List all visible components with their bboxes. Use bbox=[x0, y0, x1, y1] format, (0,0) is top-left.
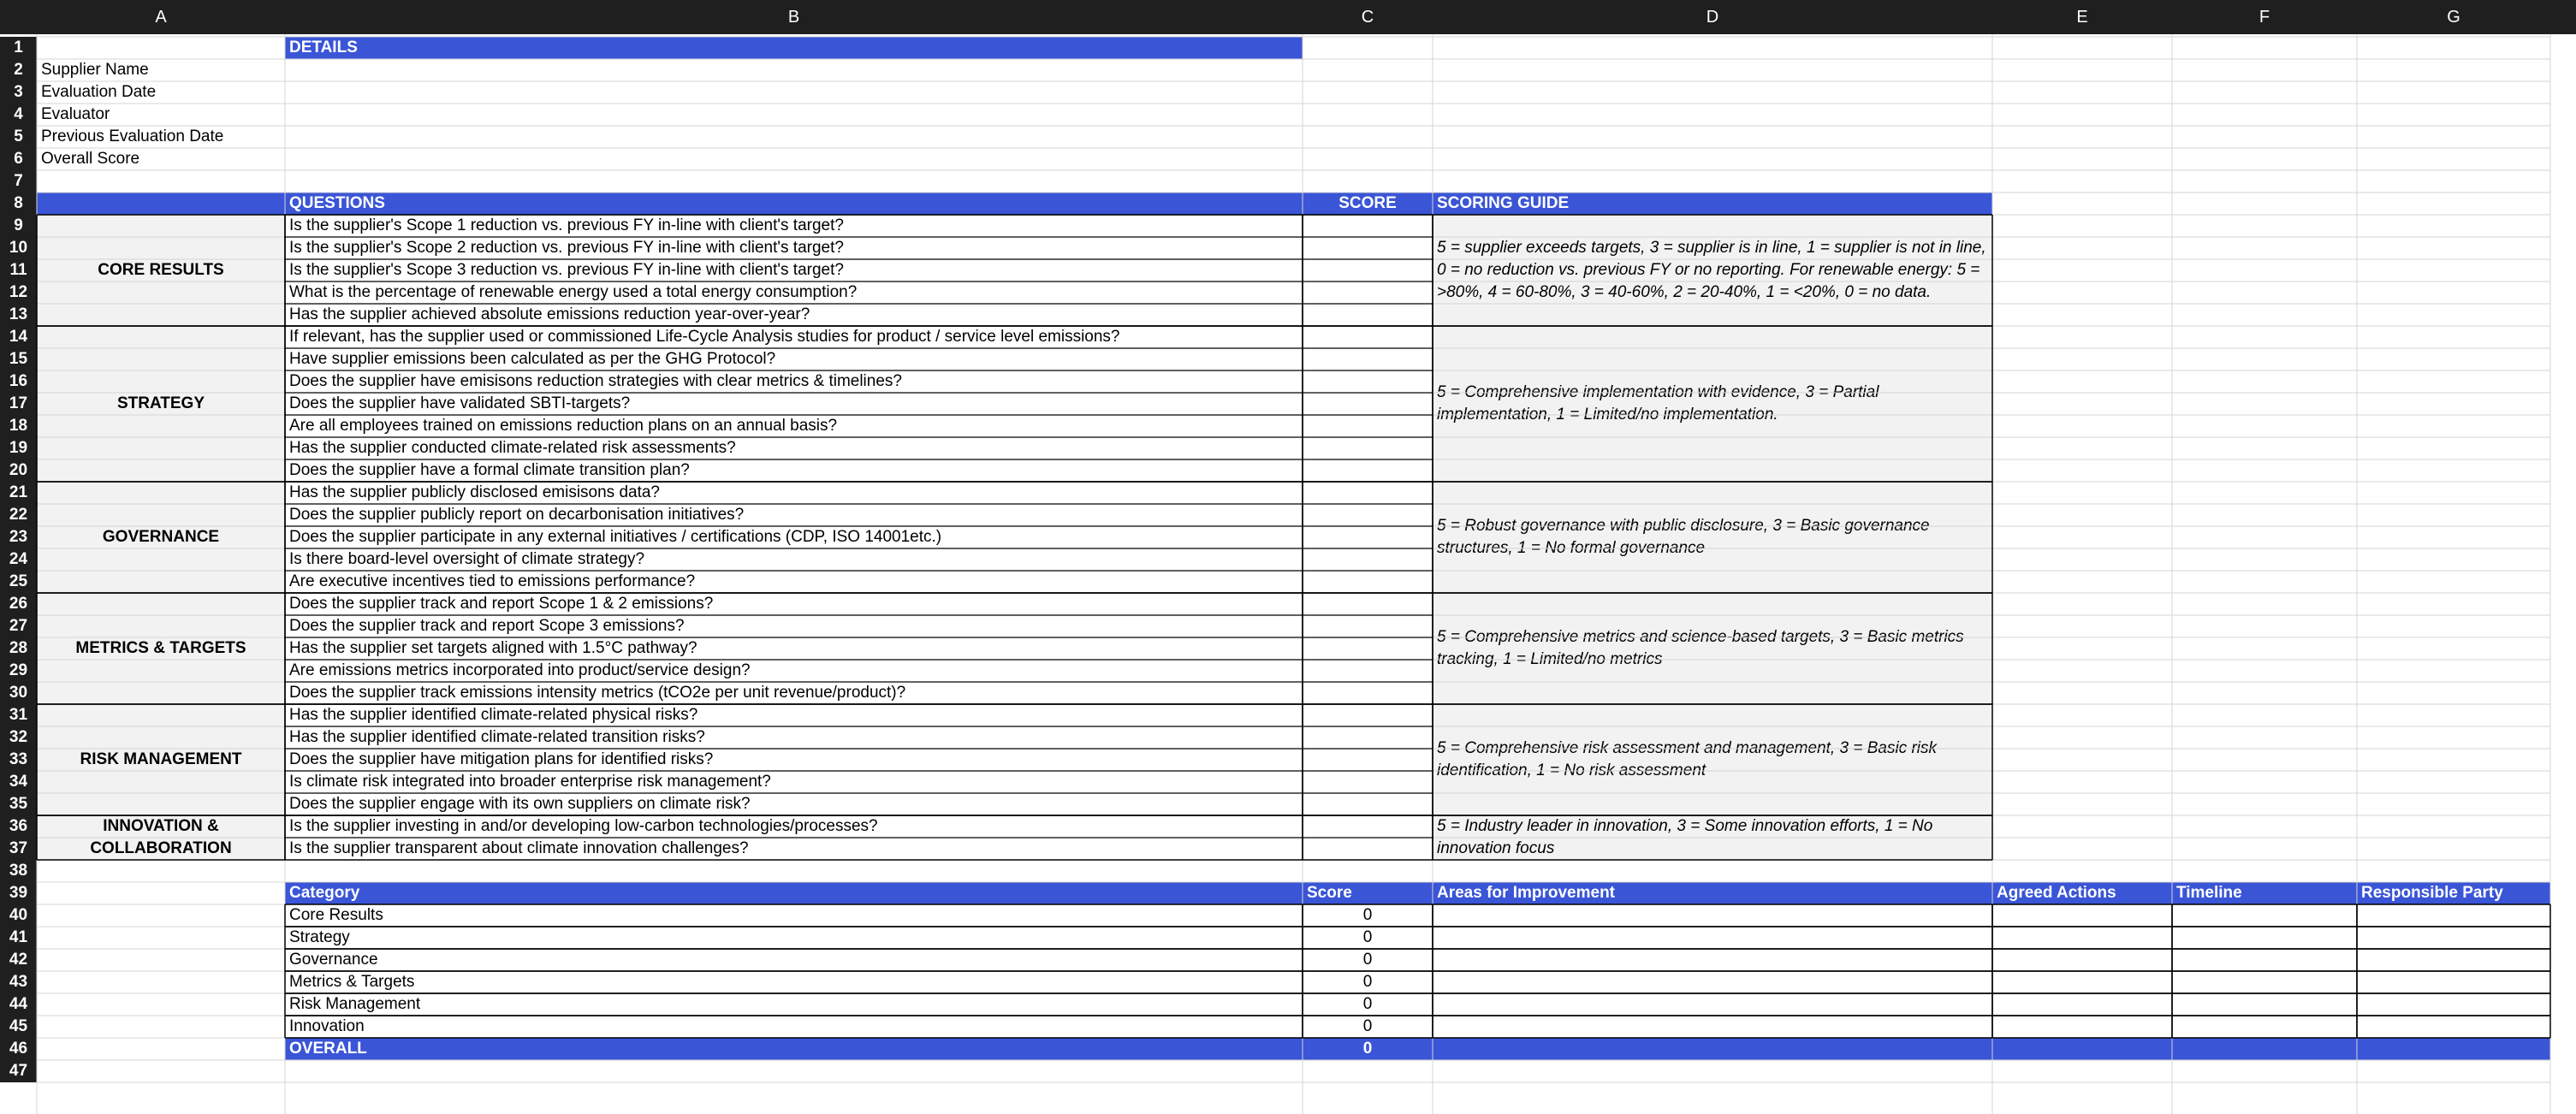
score-input-cell[interactable] bbox=[1303, 304, 1433, 326]
row-header-2[interactable]: 2 bbox=[0, 59, 37, 81]
row-header-46[interactable]: 46 bbox=[0, 1038, 37, 1060]
row-header-17[interactable]: 17 bbox=[0, 393, 37, 415]
row-header-45[interactable]: 45 bbox=[0, 1016, 37, 1038]
summary-input-cell[interactable] bbox=[1433, 949, 1992, 971]
row-header-32[interactable]: 32 bbox=[0, 726, 37, 749]
summary-input-cell[interactable] bbox=[1992, 971, 2172, 993]
score-input-cell[interactable] bbox=[1303, 504, 1433, 526]
details-label: Overall Score bbox=[41, 150, 140, 168]
question-cell[interactable]: Has the supplier publicly disclosed emisisons data? bbox=[289, 483, 661, 501]
summary-category: Metrics & Targets bbox=[289, 973, 415, 991]
summary-input-cell[interactable] bbox=[2357, 949, 2550, 971]
question-cell[interactable]: Is the supplier's Scope 2 reduction vs. previous FY in-line with client's target? bbox=[289, 239, 844, 257]
question-cell[interactable]: Have supplier emissions been calculated as per the GHG Protocol? bbox=[289, 350, 776, 368]
summary-input-cell[interactable] bbox=[2172, 1016, 2357, 1038]
score-input-cell[interactable] bbox=[1303, 415, 1433, 437]
summary-input-cell[interactable] bbox=[1433, 904, 1992, 927]
summary-header-timeline: Timeline bbox=[2172, 882, 2357, 904]
summary-input-cell[interactable] bbox=[1992, 1016, 2172, 1038]
score-input-cell[interactable] bbox=[1303, 749, 1433, 771]
row-header-42[interactable]: 42 bbox=[0, 949, 37, 971]
overall-fill bbox=[1433, 1038, 2550, 1060]
row-header-44[interactable]: 44 bbox=[0, 993, 37, 1016]
row-header-37[interactable]: 37 bbox=[0, 838, 37, 860]
questions-header-spacer bbox=[37, 193, 285, 215]
score-input-cell[interactable] bbox=[1303, 615, 1433, 637]
question-cell[interactable]: Are all employees trained on emissions reduction plans on an annual basis? bbox=[289, 417, 838, 435]
summary-header-category: Category bbox=[285, 882, 1303, 904]
row-header-12[interactable]: 12 bbox=[0, 281, 37, 304]
scoring-guide-metrics-targets: 5 = Comprehensive metrics and science-based targets, 3 = Basic metrics tracking, 1 = Limited/no metrics bbox=[1433, 593, 1992, 704]
summary-input-cell[interactable] bbox=[2172, 971, 2357, 993]
row-header-24[interactable]: 24 bbox=[0, 548, 37, 571]
row-header-11[interactable]: 11 bbox=[0, 259, 37, 281]
score-input-cell[interactable] bbox=[1303, 237, 1433, 259]
details-value-cell[interactable] bbox=[285, 148, 1303, 170]
column-header-e[interactable]: E bbox=[1992, 0, 2172, 34]
question-cell[interactable]: Does the supplier publicly report on decarbonisation initiatives? bbox=[289, 506, 745, 524]
column-header-f[interactable]: F bbox=[2172, 0, 2357, 34]
score-input-cell[interactable] bbox=[1303, 370, 1433, 393]
row-header-31[interactable]: 31 bbox=[0, 704, 37, 726]
details-label: Evaluator bbox=[41, 105, 110, 123]
section-governance: GOVERNANCE bbox=[37, 482, 285, 593]
scoring-guide-header: SCORING GUIDE bbox=[1433, 193, 1992, 215]
scoring-guide-innovation-collaboration: 5 = Industry leader in innovation, 3 = Some innovation efforts, 1 = No innovation focus bbox=[1433, 815, 1992, 860]
summary-score[interactable]: 0 bbox=[1362, 951, 1373, 969]
summary-header-agreed-actions: Agreed Actions bbox=[1992, 882, 2172, 904]
question-cell[interactable]: Has the supplier achieved absolute emissions reduction year-over-year? bbox=[289, 305, 810, 323]
summary-input-cell[interactable] bbox=[2172, 949, 2357, 971]
score-input-cell[interactable] bbox=[1303, 726, 1433, 749]
score-input-cell[interactable] bbox=[1303, 326, 1433, 348]
column-header-d[interactable]: D bbox=[1433, 0, 1992, 34]
score-input-cell[interactable] bbox=[1303, 482, 1433, 504]
overall-label: OVERALL bbox=[285, 1038, 1303, 1060]
score-input-cell[interactable] bbox=[1303, 593, 1433, 615]
section-metrics-targets: METRICS & TARGETS bbox=[37, 593, 285, 704]
summary-input-cell[interactable] bbox=[1433, 927, 1992, 949]
score-input-cell[interactable] bbox=[1303, 437, 1433, 459]
summary-header-areas-for-improvement: Areas for Improvement bbox=[1433, 882, 1992, 904]
row-header-35[interactable]: 35 bbox=[0, 793, 37, 815]
row-header-47[interactable]: 47 bbox=[0, 1060, 37, 1082]
row-header-14[interactable]: 14 bbox=[0, 326, 37, 348]
question-cell[interactable]: Has the supplier set targets aligned with 1.5°C pathway? bbox=[289, 639, 697, 657]
summary-category: Governance bbox=[289, 951, 378, 969]
question-cell[interactable]: Does the supplier participate in any external initiatives / certifications (CDP, ISO 14001etc.) bbox=[289, 528, 942, 546]
row-header-13[interactable]: 13 bbox=[0, 304, 37, 326]
scoring-guide-core-results: 5 = supplier exceeds targets, 3 = supplier is in line, 1 = supplier is not in line, 0 = no reduction vs. previous FY or no reporting. For renewable energy: 5 = >80%, 4 = 60-80%, 3 = 40-60%, 2 = 20-40%, 1 = <20%, 0 = no data. bbox=[1433, 215, 1992, 326]
scoring-guide-risk-management: 5 = Comprehensive risk assessment and management, 3 = Basic risk identification, 1 = No risk assessment bbox=[1433, 704, 1992, 815]
summary-header-responsible-party: Responsible Party bbox=[2357, 882, 2550, 904]
summary-input-cell[interactable] bbox=[1992, 927, 2172, 949]
summary-input-cell[interactable] bbox=[2357, 971, 2550, 993]
overall-score: 0 bbox=[1303, 1038, 1433, 1060]
question-cell[interactable]: Does the supplier track emissions intensity metrics (tCO2e per unit revenue/product)? bbox=[289, 684, 906, 702]
score-input-cell[interactable] bbox=[1303, 815, 1433, 838]
question-cell[interactable]: Is the supplier's Scope 1 reduction vs. previous FY in-line with client's target? bbox=[289, 216, 844, 234]
summary-input-cell[interactable] bbox=[1433, 971, 1992, 993]
section-core-results: CORE RESULTS bbox=[37, 215, 285, 326]
question-cell[interactable]: Is climate risk integrated into broader enterprise risk management? bbox=[289, 773, 771, 791]
summary-input-cell[interactable] bbox=[1992, 949, 2172, 971]
score-input-cell[interactable] bbox=[1303, 215, 1433, 237]
scoring-guide-strategy: 5 = Comprehensive implementation with evidence, 3 = Partial implementation, 1 = Limited/no implementation. bbox=[1433, 326, 1992, 482]
score-input-cell[interactable] bbox=[1303, 526, 1433, 548]
row-header-22[interactable]: 22 bbox=[0, 504, 37, 526]
summary-score[interactable]: 0 bbox=[1362, 995, 1373, 1013]
details-value-cell[interactable] bbox=[285, 104, 1303, 126]
score-input-cell[interactable] bbox=[1303, 348, 1433, 370]
row-header-33[interactable]: 33 bbox=[0, 749, 37, 771]
question-cell[interactable]: Is the supplier investing in and/or developing low-carbon technologies/processes? bbox=[289, 817, 878, 835]
question-cell[interactable]: Has the supplier identified climate-related transition risks? bbox=[289, 728, 705, 746]
question-cell[interactable]: Has the supplier conducted climate-related risk assessments? bbox=[289, 439, 736, 457]
summary-score[interactable]: 0 bbox=[1362, 928, 1373, 946]
row-header-3[interactable]: 3 bbox=[0, 81, 37, 104]
details-label: Previous Evaluation Date bbox=[41, 127, 224, 145]
row-header-7[interactable]: 7 bbox=[0, 170, 37, 193]
summary-category: Innovation bbox=[289, 1017, 365, 1035]
summary-input-cell[interactable] bbox=[2172, 904, 2357, 927]
row-header-26[interactable]: 26 bbox=[0, 593, 37, 615]
row-header-10[interactable]: 10 bbox=[0, 237, 37, 259]
details-value-cell[interactable] bbox=[285, 59, 1303, 81]
section-strategy: STRATEGY bbox=[37, 326, 285, 482]
score-input-cell[interactable] bbox=[1303, 393, 1433, 415]
question-cell[interactable]: Does the supplier have a formal climate transition plan? bbox=[289, 461, 690, 479]
select-all-corner[interactable] bbox=[0, 0, 37, 34]
summary-input-cell[interactable] bbox=[2357, 993, 2550, 1016]
score-input-cell[interactable] bbox=[1303, 682, 1433, 704]
row-header-39[interactable]: 39 bbox=[0, 882, 37, 904]
score-input-cell[interactable] bbox=[1303, 771, 1433, 793]
summary-input-cell[interactable] bbox=[1992, 993, 2172, 1016]
summary-input-cell[interactable] bbox=[2172, 927, 2357, 949]
row-header-6[interactable]: 6 bbox=[0, 148, 37, 170]
summary-input-cell[interactable] bbox=[2357, 1016, 2550, 1038]
row-header-9[interactable]: 9 bbox=[0, 215, 37, 237]
summary-score[interactable]: 0 bbox=[1362, 1017, 1373, 1035]
summary-input-cell[interactable] bbox=[2357, 927, 2550, 949]
details-header: DETAILS bbox=[285, 37, 1303, 59]
row-header-21[interactable]: 21 bbox=[0, 482, 37, 504]
row-header-4[interactable]: 4 bbox=[0, 104, 37, 126]
column-header-a[interactable]: A bbox=[37, 0, 285, 34]
column-header-b[interactable]: B bbox=[285, 0, 1303, 34]
question-cell[interactable]: Has the supplier identified climate-related physical risks? bbox=[289, 706, 698, 724]
score-input-cell[interactable] bbox=[1303, 838, 1433, 860]
summary-input-cell[interactable] bbox=[1992, 904, 2172, 927]
score-input-cell[interactable] bbox=[1303, 704, 1433, 726]
row-header-18[interactable]: 18 bbox=[0, 415, 37, 437]
row-header-34[interactable]: 34 bbox=[0, 771, 37, 793]
question-cell[interactable]: Does the supplier track and report Scope 3 emissions? bbox=[289, 617, 685, 635]
row-header-41[interactable]: 41 bbox=[0, 927, 37, 949]
row-header-23[interactable]: 23 bbox=[0, 526, 37, 548]
question-cell[interactable]: Does the supplier have mitigation plans for identified risks? bbox=[289, 750, 714, 768]
question-cell[interactable]: Are emissions metrics incorporated into product/service design? bbox=[289, 661, 751, 679]
question-cell[interactable]: Is the supplier transparent about climate innovation challenges? bbox=[289, 839, 749, 857]
summary-category: Strategy bbox=[289, 928, 350, 946]
row-header-16[interactable]: 16 bbox=[0, 370, 37, 393]
question-cell[interactable]: Is there board-level oversight of climate strategy? bbox=[289, 550, 645, 568]
row-header-40[interactable]: 40 bbox=[0, 904, 37, 927]
details-label: Evaluation Date bbox=[41, 83, 157, 101]
row-header-27[interactable]: 27 bbox=[0, 615, 37, 637]
row-header-29[interactable]: 29 bbox=[0, 660, 37, 682]
question-cell[interactable]: Does the supplier engage with its own suppliers on climate risk? bbox=[289, 795, 751, 813]
score-header: SCORE bbox=[1303, 193, 1433, 215]
summary-score[interactable]: 0 bbox=[1362, 906, 1373, 924]
question-cell[interactable]: Does the supplier track and report Scope 1 & 2 emissions? bbox=[289, 595, 714, 613]
row-header-20[interactable]: 20 bbox=[0, 459, 37, 482]
score-input-cell[interactable] bbox=[1303, 259, 1433, 281]
row-header-43[interactable]: 43 bbox=[0, 971, 37, 993]
column-header-filler bbox=[2550, 0, 2576, 34]
row-header-25[interactable]: 25 bbox=[0, 571, 37, 593]
row-header-5[interactable]: 5 bbox=[0, 126, 37, 148]
score-input-cell[interactable] bbox=[1303, 660, 1433, 682]
score-input-cell[interactable] bbox=[1303, 571, 1433, 593]
question-cell[interactable]: What is the percentage of renewable energy used a total energy consumption? bbox=[289, 283, 858, 301]
question-cell[interactable]: Does the supplier have validated SBTI-targets? bbox=[289, 394, 631, 412]
row-header-8[interactable]: 8 bbox=[0, 193, 37, 215]
summary-score[interactable]: 0 bbox=[1362, 973, 1373, 991]
column-header-g[interactable]: G bbox=[2357, 0, 2550, 34]
row-header-19[interactable]: 19 bbox=[0, 437, 37, 459]
row-header-1[interactable]: 1 bbox=[0, 37, 37, 59]
summary-input-cell[interactable] bbox=[2172, 993, 2357, 1016]
summary-category: Core Results bbox=[289, 906, 383, 924]
score-input-cell[interactable] bbox=[1303, 281, 1433, 304]
questions-header: QUESTIONS bbox=[285, 193, 1303, 215]
details-label: Supplier Name bbox=[41, 61, 149, 79]
question-cell[interactable]: Does the supplier have emisisons reduction strategies with clear metrics & timelines? bbox=[289, 372, 902, 390]
row-header-38[interactable]: 38 bbox=[0, 860, 37, 882]
column-header-c[interactable]: C bbox=[1303, 0, 1433, 34]
details-value-cell[interactable] bbox=[285, 81, 1303, 104]
score-input-cell[interactable] bbox=[1303, 637, 1433, 660]
question-cell[interactable]: Is the supplier's Scope 3 reduction vs. previous FY in-line with client's target? bbox=[289, 261, 844, 279]
question-cell[interactable]: Are executive incentives tied to emissions performance? bbox=[289, 572, 696, 590]
scoring-guide-governance: 5 = Robust governance with public disclosure, 3 = Basic governance structures, 1 = No formal governance bbox=[1433, 482, 1992, 593]
row-header-28[interactable]: 28 bbox=[0, 637, 37, 660]
question-cell[interactable]: If relevant, has the supplier used or commissioned Life-Cycle Analysis studies for product / service level emissions? bbox=[289, 328, 1120, 346]
score-input-cell[interactable] bbox=[1303, 793, 1433, 815]
summary-input-cell[interactable] bbox=[1433, 993, 1992, 1016]
row-header-15[interactable]: 15 bbox=[0, 348, 37, 370]
summary-header-score: Score bbox=[1303, 882, 1433, 904]
summary-input-cell[interactable] bbox=[2357, 904, 2550, 927]
summary-input-cell[interactable] bbox=[1433, 1016, 1992, 1038]
score-input-cell[interactable] bbox=[1303, 548, 1433, 571]
section-risk-management: RISK MANAGEMENT bbox=[37, 704, 285, 815]
row-header-36[interactable]: 36 bbox=[0, 815, 37, 838]
details-value-cell[interactable] bbox=[285, 126, 1303, 148]
summary-category: Risk Management bbox=[289, 995, 421, 1013]
row-header-30[interactable]: 30 bbox=[0, 682, 37, 704]
score-input-cell[interactable] bbox=[1303, 459, 1433, 482]
section-innovation-collaboration: INNOVATION & COLLABORATION bbox=[37, 815, 285, 860]
